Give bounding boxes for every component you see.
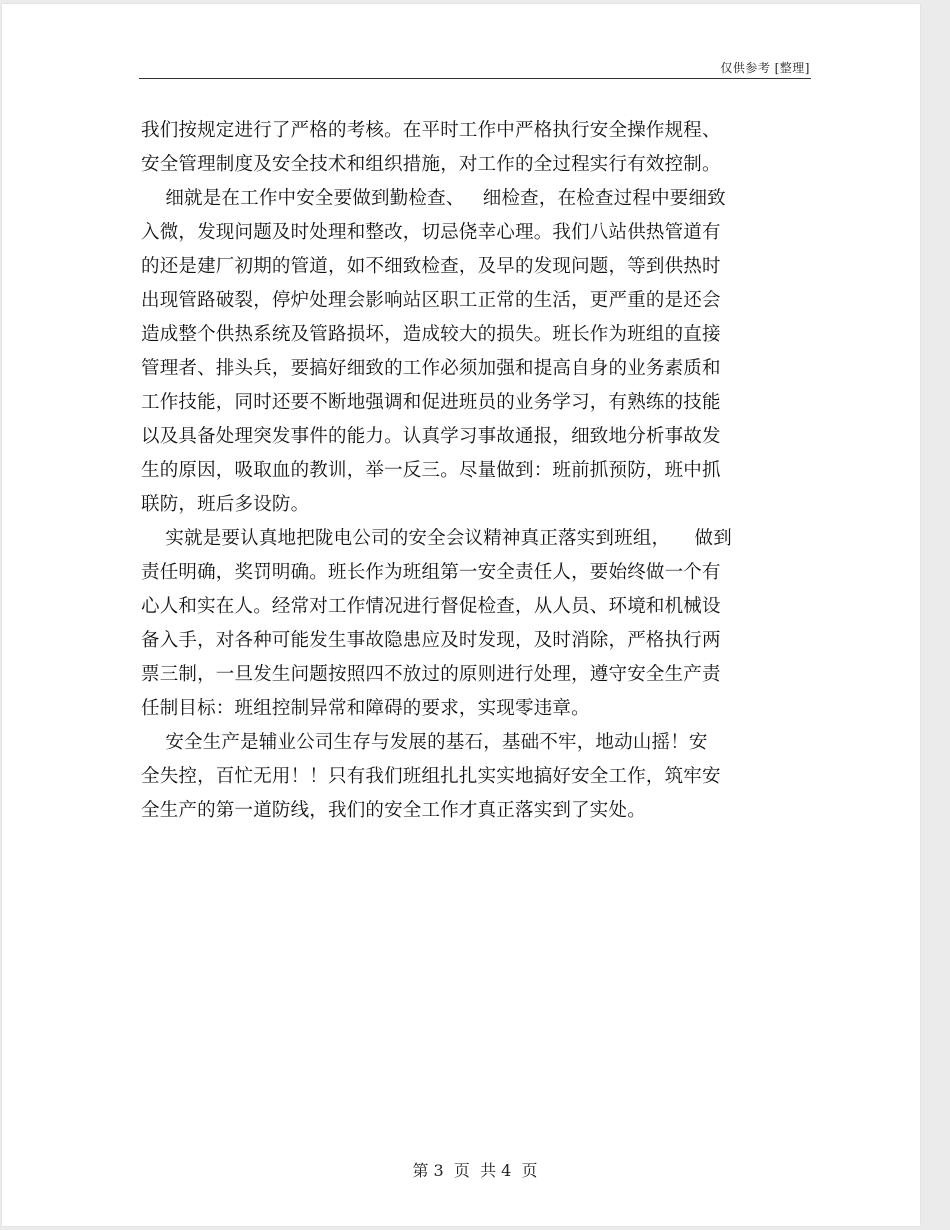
text-line: 安全生产是辅业公司生存与发展的基石，基础不牢，地动山摇！安	[141, 732, 708, 753]
text-line: 管理者、排头兵，要搞好细致的工作必须加强和提高自身的业务素质和	[141, 358, 721, 379]
text-line: 全失控，百忙无用！！只有我们班组扎扎实实地搞好安全工作，筑牢安	[141, 766, 721, 787]
text-line: 工作技能，同时还要不断地强调和促进班员的业务学习，有熟练的技能	[141, 392, 721, 413]
text-line: 责任明确，奖罚明确。班长作为班组第一安全责任人，要始终做一个有	[141, 562, 721, 583]
body-text	[141, 114, 813, 828]
text-line: 出现管路破裂，停炉处理会影响站区职工正常的生活，更严重的是还会	[141, 290, 721, 311]
text-line: 心人和实在人。经常对工作情况进行督促检查，从人员、环境和机械设	[141, 596, 721, 617]
page-header: 仅供参考 [整理]	[720, 61, 810, 75]
text-line: 以及具备处理突发事件的能力。认真学习事故通报，细致地分析事故发	[141, 426, 721, 447]
text-line: 我们按规定进行了严格的考核。在平时工作中严格执行安全操作规程、	[141, 120, 721, 141]
text-line: 入微，发现问题及时处理和整改，切忌侥幸心理。我们八站供热管道有	[141, 222, 721, 243]
text-line: 实就是要认真地把陇电公司的安全会议精神真正落实到班组， 做到	[141, 528, 732, 549]
text-line: 细就是在工作中安全要做到勤检查、 细检查，在检查过程中要细致	[141, 188, 726, 209]
text-line: 造成整个供热系统及管路损坏，造成较大的损失。班长作为班组的直接	[141, 324, 721, 345]
text-line: 联防，班后多设防。	[141, 494, 310, 515]
page-footer: 第 3 页 共 4 页	[412, 1161, 538, 1180]
header-divider	[139, 78, 811, 79]
text-line: 票三制，一旦发生问题按照四不放过的原则进行处理，遵守安全生产责	[141, 664, 721, 685]
text-line: 生的原因，吸取血的教训，举一反三。尽量做到：班前抓预防，班中抓	[141, 460, 721, 481]
text-line: 备入手，对各种可能发生事故隐患应及时发现，及时消除，严格执行两	[141, 630, 721, 651]
document-page	[2, 4, 920, 1226]
text-line: 的还是建厂初期的管道，如不细致检查，及早的发现问题，等到供热时	[141, 256, 721, 277]
text-line: 安全管理制度及安全技术和组织措施，对工作的全过程实行有效控制。	[141, 154, 721, 175]
text-line: 全生产的第一道防线，我们的安全工作才真正落实到了实处。	[141, 800, 646, 821]
text-line: 任制目标：班组控制异常和障碍的要求，实现零违章。	[141, 698, 590, 719]
